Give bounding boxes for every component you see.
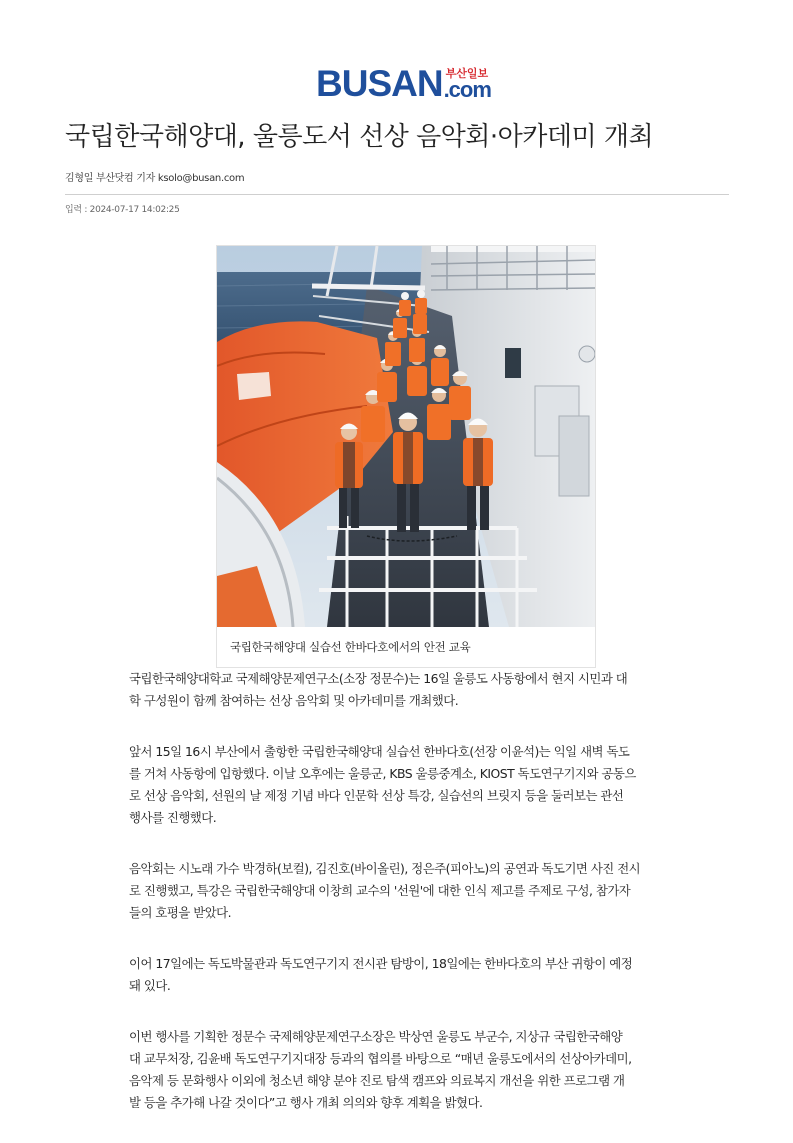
logo-korean-name: 부산일보 bbox=[445, 67, 489, 80]
article-paragraph-4 bbox=[129, 953, 685, 997]
paragraph-line: 로 선상 음악회, 선원의 날 제정 기념 바다 인문학 선상 특강, 실습선의 브릿지 등을 둘러보는 관선 bbox=[129, 788, 624, 803]
paragraph-line: 를 거쳐 사동항에 입항했다. 이날 오후에는 울릉군, KBS 울릉중계소, KIOST 독도연구기지와 공동으 bbox=[129, 766, 636, 781]
paragraph-line: 발 등을 추가해 나갈 것이다”고 행사 개최 의의와 향후 계획을 밝혔다. bbox=[129, 1095, 483, 1110]
paragraph-line: 앞서 15일 16시 부산에서 출항한 국립한국해양대 실습선 한바다호(선장 이윤석)는 익일 새벽 독도 bbox=[129, 744, 630, 759]
article-photo bbox=[217, 246, 595, 627]
article-headline: 국립한국해양대, 울릉도서 선상 음악회·아카데미 개최 bbox=[65, 122, 654, 152]
logo-domain: .com bbox=[443, 77, 491, 102]
logo-wordmark: BUSAN bbox=[316, 63, 443, 104]
paragraph-line: 학 구성원이 함께 참여하는 선상 음악회 및 아카데미를 개최했다. bbox=[129, 693, 459, 708]
photo-caption: 국립한국해양대 실습선 한바다호에서의 안전 교육 bbox=[230, 640, 471, 654]
article-paragraph-3 bbox=[129, 858, 685, 924]
article-paragraph-5 bbox=[129, 1026, 685, 1114]
article-paragraph-1 bbox=[129, 668, 685, 712]
article-body bbox=[129, 668, 685, 1143]
header-divider bbox=[65, 194, 729, 195]
article-byline: 김형일 부산닷컴 기자 ksolo@busan.com bbox=[65, 173, 245, 184]
paragraph-line: 들의 호평을 받았다. bbox=[129, 905, 232, 920]
article-paragraph-2 bbox=[129, 741, 685, 829]
paragraph-line: 이번 행사를 기획한 정문수 국제해양문제연구소장은 박상연 울릉도 부군수, 지상규 국립한국해양 bbox=[129, 1029, 623, 1044]
paragraph-line: 국립한국해양대학교 국제해양문제연구소(소장 정문수)는 16일 울릉도 사동항에서 현지 시민과 대 bbox=[129, 671, 628, 686]
paragraph-line: 음악제 등 문화행사 이외에 청소년 해양 분야 진로 탐색 캠프와 의료복지 개선을 위한 프로그램 개 bbox=[129, 1073, 625, 1088]
paragraph-line: 돼 있다. bbox=[129, 978, 171, 993]
paragraph-line: 대 교무처장, 김윤배 독도연구기지대장 등과의 협의를 바탕으로 “매년 울릉도에서의 선상아카데미, bbox=[129, 1051, 632, 1066]
site-logo[interactable] bbox=[316, 63, 491, 104]
paragraph-line: 행사를 진행했다. bbox=[129, 810, 217, 825]
paragraph-line: 이어 17일에는 독도박물관과 독도연구기지 전시관 탐방이, 18일에는 한바다호의 부산 귀항이 예정 bbox=[129, 956, 633, 971]
article-figure bbox=[216, 245, 596, 668]
paragraph-line: 로 진행했고, 특강은 국립한국해양대 이창희 교수의 '선원'에 대한 인식 제고를 주제로 구성, 참가자 bbox=[129, 883, 631, 898]
article-dateline: 입력 : 2024-07-17 14:02:25 bbox=[65, 205, 180, 215]
paragraph-line: 음악회는 시노래 가수 박경하(보컬), 김진호(바이올린), 정은주(피아노)의 공연과 독도기면 사진 전시 bbox=[129, 861, 641, 876]
logo-side bbox=[444, 68, 491, 100]
